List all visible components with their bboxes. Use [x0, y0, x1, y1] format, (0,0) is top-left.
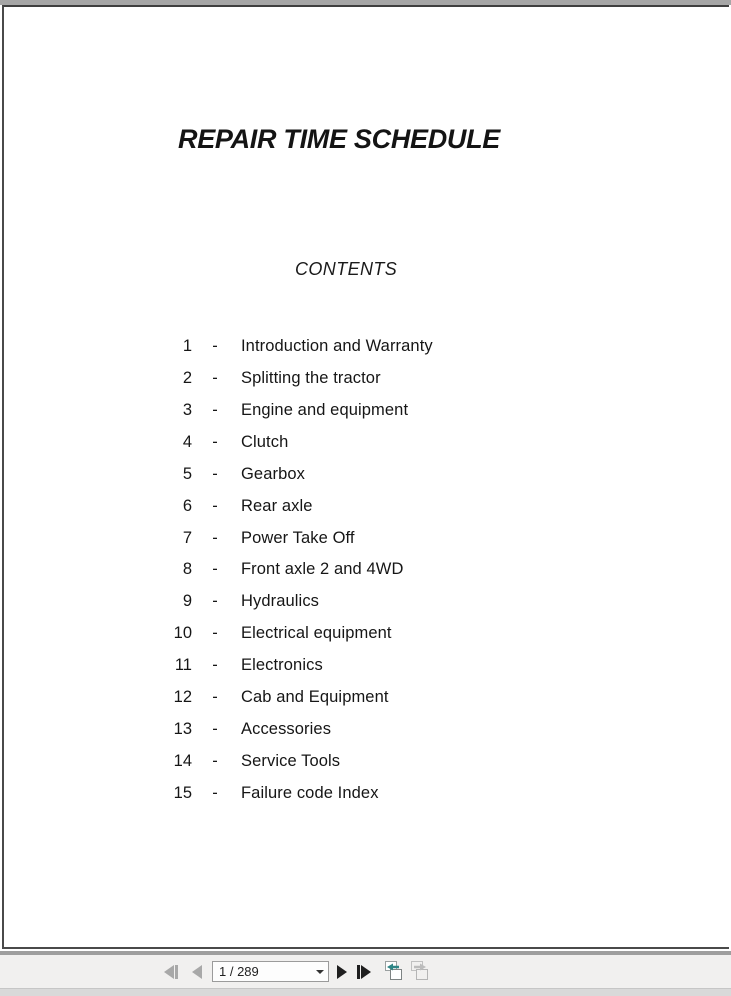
next-page-icon	[337, 965, 347, 979]
toc-item-separator: -	[212, 656, 218, 675]
toc-row	[4, 778, 731, 810]
toc-item-number: 6	[182, 496, 192, 515]
toc-row	[4, 523, 731, 555]
toc-item-separator: -	[212, 432, 218, 451]
toc-item-number: 4	[182, 432, 192, 451]
last-page-button[interactable]	[357, 955, 371, 988]
toc-item-separator: -	[212, 337, 218, 355]
toc-item-separator: -	[212, 720, 218, 739]
toc-item-label: Gearbox	[241, 464, 305, 483]
next-view-icon	[408, 959, 431, 984]
toc-item-label: Rear axle	[241, 496, 313, 515]
toc-item-number: 1	[182, 337, 192, 355]
toc-row	[4, 491, 731, 523]
next-page-button[interactable]	[337, 955, 347, 988]
previous-view-button[interactable]	[382, 959, 405, 984]
toc-item-separator: -	[212, 560, 218, 579]
toc-row	[4, 554, 731, 586]
toc-item-number: 10	[173, 624, 192, 643]
toc-item-label: Clutch	[241, 432, 289, 451]
toc-item-separator: -	[212, 688, 218, 707]
toc-item-number: 12	[173, 688, 192, 707]
toc-row	[4, 714, 731, 746]
toc-item-number: 9	[182, 592, 192, 611]
toc-item-separator: -	[212, 751, 218, 770]
last-page-icon-bar	[357, 965, 360, 979]
toc-item-number: 5	[182, 464, 192, 483]
toc-item-number: 2	[182, 368, 192, 387]
toc-item-label: Cab and Equipment	[241, 688, 389, 707]
toc-item-separator: -	[212, 528, 218, 547]
toc-row	[4, 682, 731, 714]
toc-item-label: Accessories	[241, 720, 332, 739]
toc-item-number: 14	[173, 751, 192, 770]
toc-row	[4, 586, 731, 618]
toc-row	[4, 363, 731, 395]
toc-item-separator: -	[212, 464, 218, 483]
toc-item-separator: -	[212, 592, 218, 611]
toc-item-separator: -	[212, 783, 218, 802]
first-page-button[interactable]	[164, 955, 178, 988]
toc-item-label: Electronics	[241, 656, 323, 675]
toc-item-label: Front axle 2 and 4WD	[241, 560, 404, 579]
toc-row	[4, 618, 731, 650]
previous-page-button[interactable]	[192, 955, 202, 988]
toc-row	[4, 395, 731, 427]
toc-item-separator: -	[212, 400, 218, 419]
document-page	[2, 5, 729, 949]
previous-view-icon	[382, 959, 405, 984]
toc-item-separator: -	[212, 496, 218, 515]
contents-heading: CONTENTS	[295, 259, 398, 279]
toc-item-label: Hydraulics	[241, 592, 320, 611]
toc-item-separator: -	[212, 368, 218, 387]
combo-dropdown-icon	[316, 970, 324, 974]
toc-item-label: Service Tools	[241, 751, 341, 770]
navigation-toolbar	[0, 955, 731, 988]
toc-item-label: Power Take Off	[241, 528, 355, 547]
toc-row	[4, 650, 731, 682]
toc-item-number: 13	[173, 720, 192, 739]
toc-item-number: 7	[182, 528, 192, 547]
contents-list	[4, 331, 731, 810]
previous-page-icon	[192, 965, 202, 979]
toc-row	[4, 459, 731, 491]
page-number-dropdown-button[interactable]	[312, 962, 328, 981]
toc-row	[4, 746, 731, 778]
toc-item-number: 15	[173, 783, 192, 802]
toc-item-label: Electrical equipment	[241, 624, 392, 643]
page-number-input[interactable]	[213, 964, 312, 979]
document-title: REPAIR TIME SCHEDULE	[178, 124, 501, 154]
toc-item-label: Splitting the tractor	[241, 368, 381, 387]
page-number-combobox	[212, 961, 329, 982]
toc-item-separator: -	[212, 624, 218, 643]
toc-item-label: Failure code Index	[241, 783, 379, 802]
horizontal-scrollbar[interactable]	[0, 988, 731, 996]
next-view-button[interactable]	[408, 959, 431, 984]
toc-item-label: Introduction and Warranty	[241, 337, 433, 355]
toc-row	[4, 427, 731, 459]
first-page-icon	[164, 965, 174, 979]
last-page-icon	[361, 965, 371, 979]
toc-row	[4, 331, 731, 363]
toc-item-number: 3	[182, 400, 192, 419]
toc-item-number: 8	[182, 560, 192, 579]
toc-item-label: Engine and equipment	[241, 400, 409, 419]
toc-item-number: 11	[174, 656, 192, 675]
first-page-icon-bar	[175, 965, 178, 979]
